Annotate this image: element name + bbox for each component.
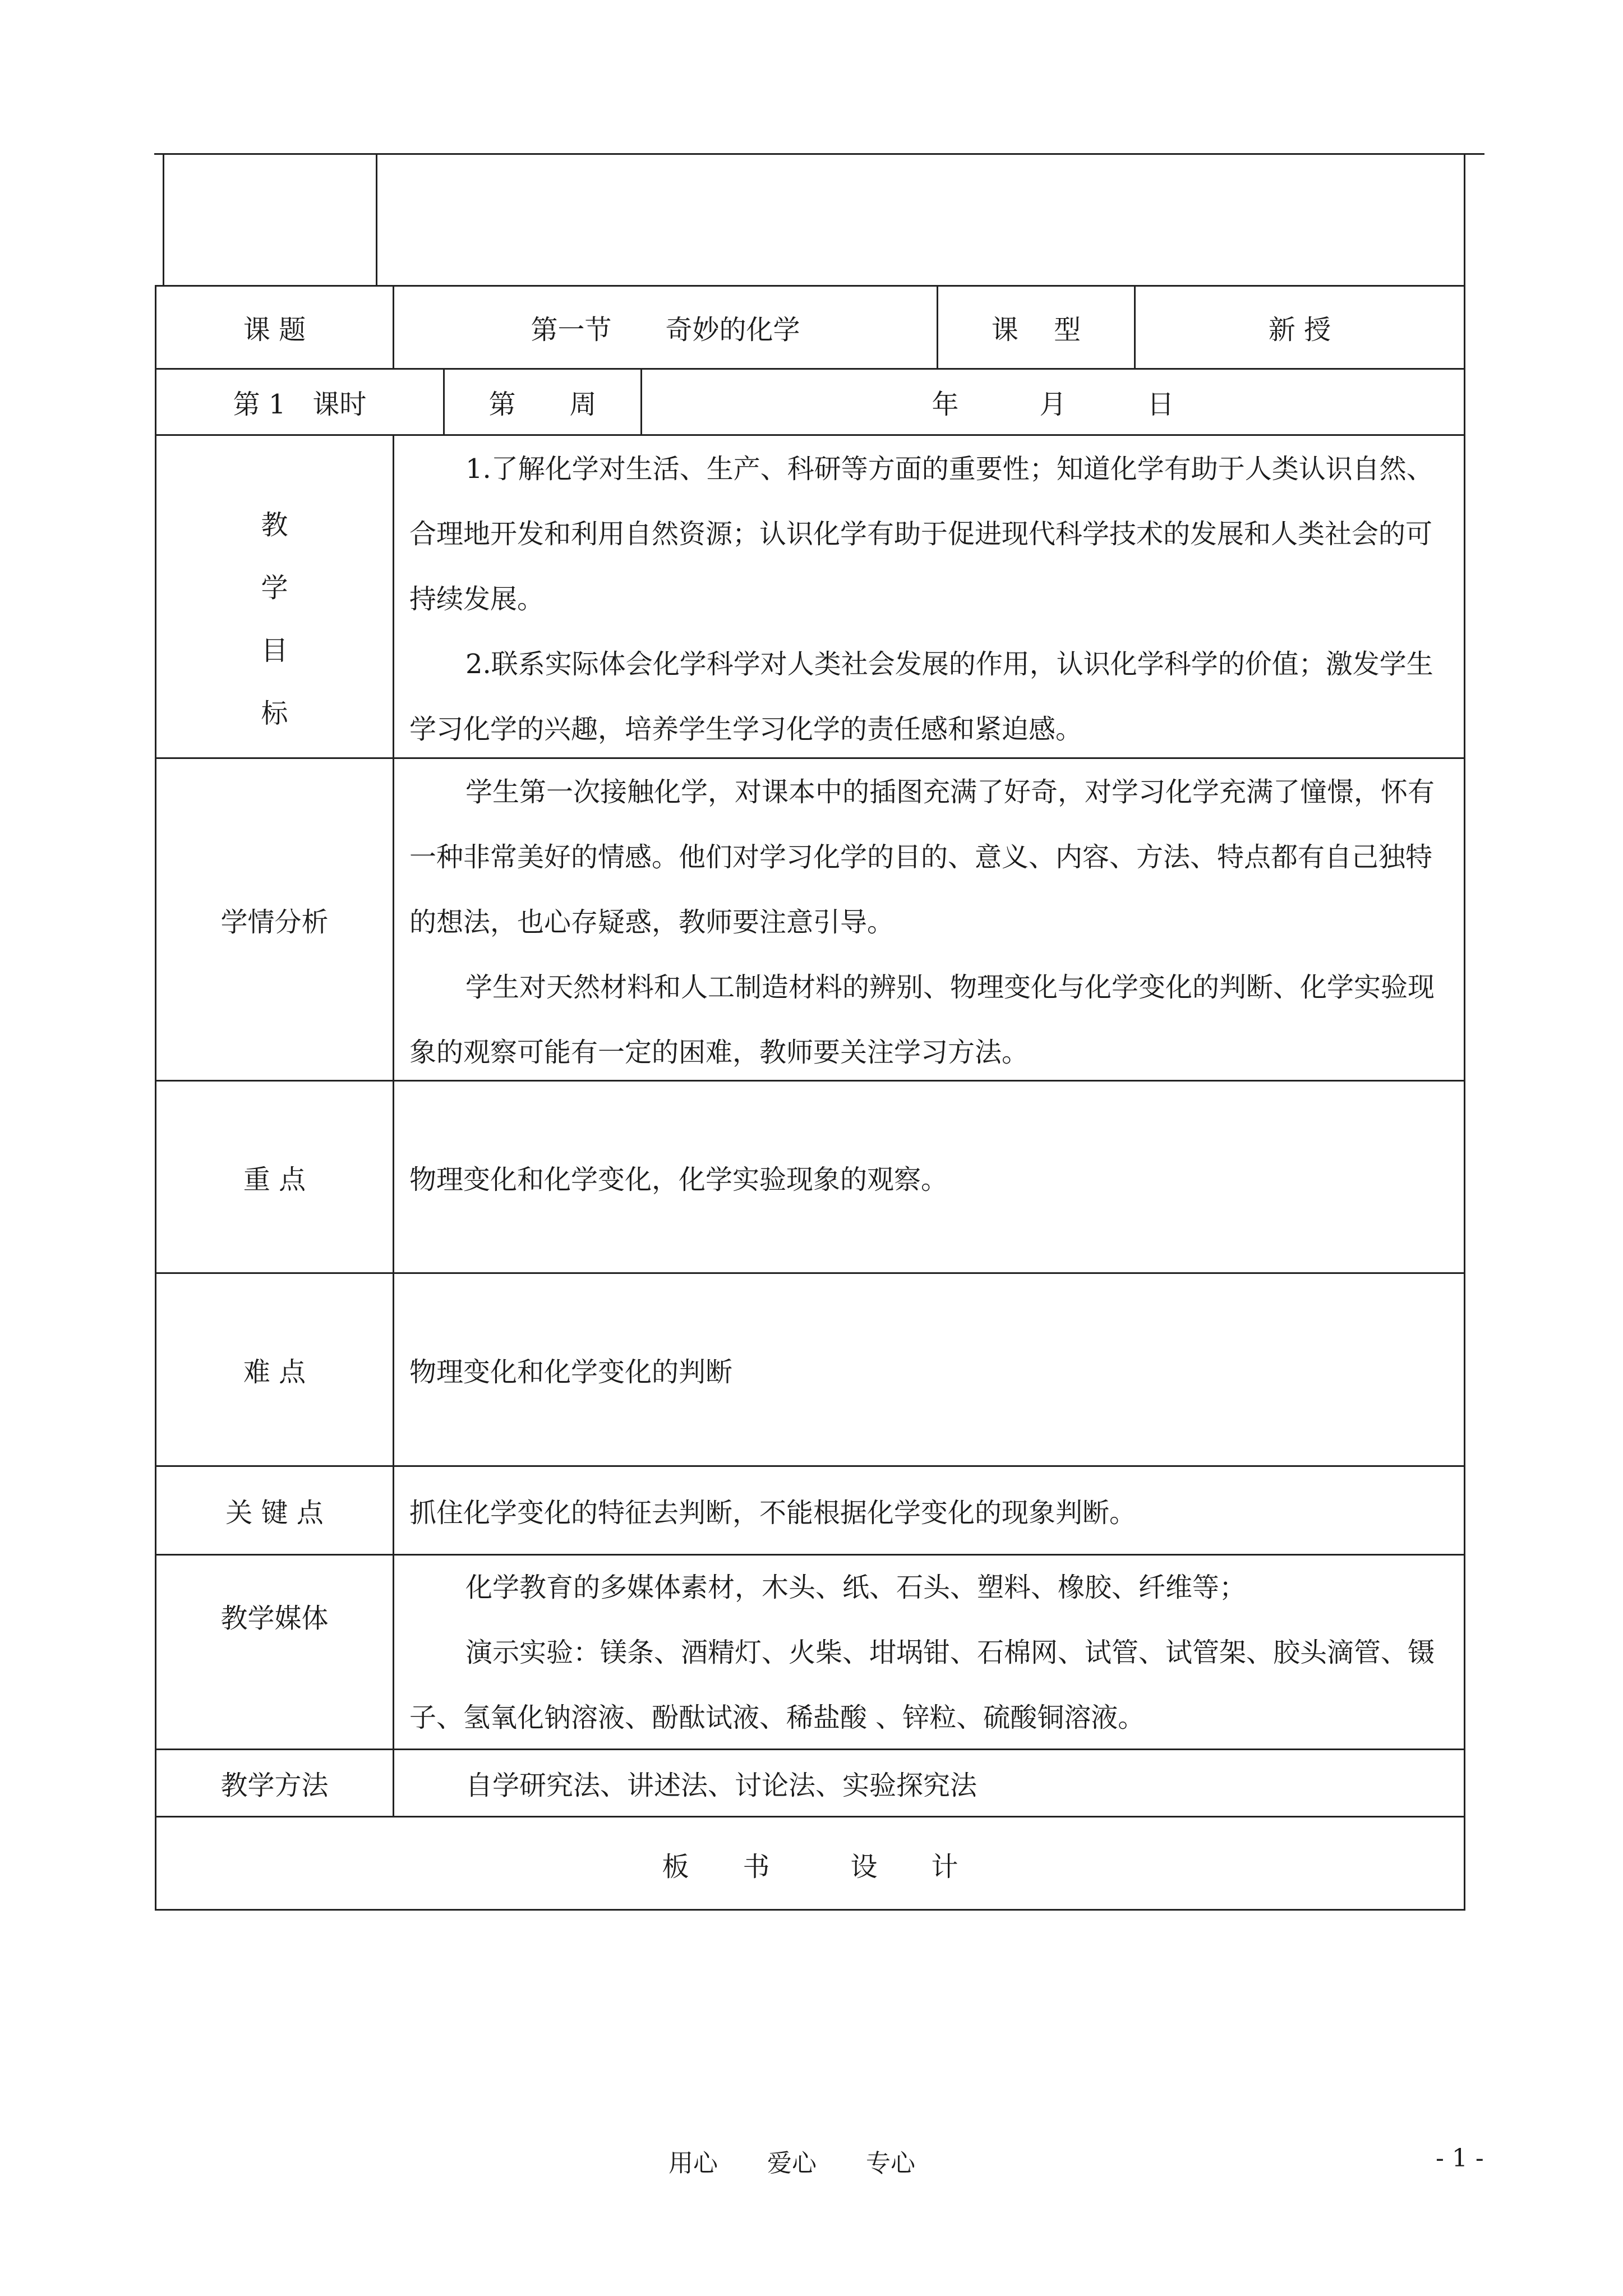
objectives-label-char: 教 — [261, 509, 288, 541]
method-value: 自学研究法、讲述法、讨论法、实验探究法 — [465, 1770, 978, 1801]
topic-value: 第一节 奇妙的化学 — [531, 314, 800, 346]
header-cell-left — [164, 155, 376, 286]
header-cell-right — [377, 155, 1464, 286]
objectives-label — [156, 494, 393, 745]
footer-motto: 用心 爱心 专心 — [668, 2149, 915, 2178]
analysis-paragraph: 学生对天然材料和人工制造材料的辨别、物理变化与化学变化的判断、化学实验现象的观察可能有一定的困难，教师要关注学习方法。 — [409, 972, 1435, 1068]
objectives-paragraph: 1.了解化学对生活、生产、科研等方面的重要性；知道化学有助于人类认识自然、合理地开发和利用自然资源；认识化学有助于促进现代科学技术的发展和人类社会的可持续发展。 — [409, 453, 1433, 615]
objectives-content — [409, 436, 1453, 762]
key-point-value: 物理变化和化学变化，化学实验现象的观察。 — [409, 1163, 948, 1195]
objectives-label-char: 目 — [261, 635, 288, 666]
analysis-content — [409, 760, 1453, 1085]
objectives-label-char: 学 — [261, 572, 288, 604]
key-point-label: 重 点 — [243, 1163, 306, 1195]
analysis-paragraph: 学生第一次接触化学，对课本中的插图充满了好奇，对学习化学充满了憧憬，怀有一种非常美好的情感。他们对学习化学的目的、意义、内容、方法、特点都有自己独特的想法，也心存疑惑，教师要注意引导。 — [409, 776, 1435, 938]
media-paragraph: 演示实验：镁条、酒精灯、火柴、坩埚钳、石棉网、试管、试管架、胶头滴管、镊子、氢氧化钠溶液、酚酞试液、稀盐酸 、锌粒、硫酸铜溶液。 — [409, 1637, 1435, 1733]
row-rule — [155, 434, 1465, 436]
header-right-border — [1464, 153, 1465, 286]
page-number: - 1 - — [1436, 2144, 1484, 2173]
media-paragraph: 化学教育的多媒体素材，木头、纸、石头、塑料、橡胶、纤维等； — [465, 1572, 1247, 1603]
objectives-label-char: 标 — [261, 698, 288, 729]
type-label: 课 型 — [991, 314, 1081, 346]
media-label: 教学媒体 — [220, 1602, 329, 1634]
method-label: 教学方法 — [220, 1770, 329, 1801]
media-content — [409, 1555, 1453, 1750]
label-column-rule — [393, 434, 394, 1816]
difficulty-label: 难 点 — [243, 1356, 306, 1388]
type-value: 新 授 — [1268, 314, 1331, 346]
board-design-label: 板 书 设 计 — [662, 1851, 958, 1883]
objectives-paragraph: 2.联系实际体会化学科学对人类社会发展的作用，认识化学科学的价值；激发学生学习化学的兴趣，培养学生学习化学的责任感和紧迫感。 — [409, 648, 1433, 745]
crux-label: 关 键 点 — [225, 1497, 324, 1529]
analysis-label: 学情分析 — [220, 906, 329, 938]
topic-label: 课 题 — [243, 314, 306, 346]
difficulty-value: 物理变化和化学变化的判断 — [409, 1356, 733, 1388]
period-label: 第 1 课时 — [233, 389, 367, 420]
week-label: 第 周 — [488, 389, 597, 420]
crux-value: 抓住化学变化的特征去判断，不能根据化学变化的现象判断。 — [409, 1497, 1137, 1529]
date-label: 年 月 日 — [932, 389, 1174, 420]
